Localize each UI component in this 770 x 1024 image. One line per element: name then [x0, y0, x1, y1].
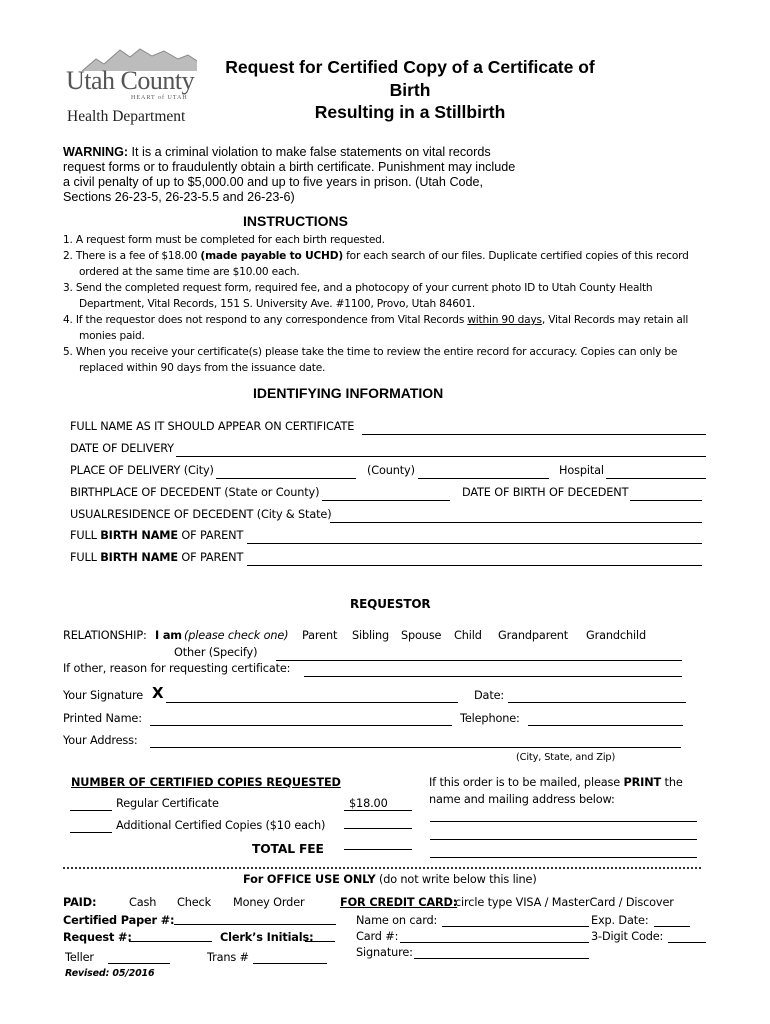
instruction-text: 4. If the requestor does not respond to any correspondence from Vital Records: [63, 314, 468, 326]
clerk-initials-field[interactable]: [305, 941, 335, 942]
paid-check[interactable]: Check: [177, 896, 212, 909]
mail-emphasis: PRINT: [623, 776, 662, 789]
request-number-label: Request #:: [63, 931, 132, 944]
option-parent[interactable]: Parent: [302, 629, 338, 642]
option-spouse[interactable]: Spouse: [401, 629, 442, 642]
credit-card-type[interactable]: circle type VISA / MasterCard / Discover: [455, 896, 674, 909]
relationship-label: RELATIONSHIP:: [63, 629, 147, 642]
parent-emphasis: BIRTH NAME: [100, 529, 178, 542]
instruction-text: for each search of our files. Duplicate certified copies of this record: [342, 250, 689, 262]
regular-fee-line: [344, 810, 412, 811]
residence-field[interactable]: [330, 522, 702, 523]
instruction-text: , Vital Records may retain all: [541, 314, 689, 326]
parent-text: OF PARENT: [177, 529, 244, 542]
instruction-emphasis: (made payable to UCHD): [200, 250, 343, 262]
address-label: Your Address:: [63, 734, 138, 747]
office-heading-bold: For OFFICE USE ONLY: [243, 873, 376, 886]
instruction-item-1: 1. A request form must be completed for each birth requested.: [63, 234, 385, 246]
office-heading-note: (do not write below this line): [375, 873, 537, 886]
reason-label: If other, reason for requesting certificate:: [63, 662, 291, 675]
instruction-item-2-cont: ordered at the same time are $10.00 each.: [79, 266, 300, 278]
card-number-label: Card #:: [356, 930, 399, 943]
exp-date-label: Exp. Date:: [591, 914, 649, 927]
cc-signature-label: Signature:: [356, 946, 413, 959]
signature-label: Your Signature: [63, 689, 144, 702]
title-line-1: Request for Certified Copy of a Certificate of: [225, 57, 595, 77]
instruction-item-3-cont: Department, Vital Records, 151 S. University Ave. #1100, Provo, Utah 84601.: [79, 298, 476, 310]
total-fee-label: TOTAL FEE: [252, 842, 324, 856]
hospital-field[interactable]: [606, 478, 706, 479]
option-child[interactable]: Child: [454, 629, 482, 642]
instructions-heading: INSTRUCTIONS: [243, 213, 348, 229]
instruction-item-4-cont: monies paid.: [79, 330, 145, 342]
identifying-heading: IDENTIFYING INFORMATION: [253, 385, 444, 401]
title-line-2: Birth: [389, 80, 431, 100]
parent-2-label: [70, 551, 243, 564]
cvv-field[interactable]: [668, 942, 706, 943]
parent-text: OF PARENT: [177, 551, 244, 564]
signature-x-mark: X: [152, 684, 164, 702]
logo-tagline: HEART of UTAH: [131, 95, 188, 101]
parent-1-label: [70, 529, 243, 542]
full-name-field[interactable]: [362, 434, 706, 435]
clerk-initials-label: Clerk’s Initials:: [220, 931, 314, 944]
regular-certificate-label: Regular Certificate: [116, 797, 219, 810]
option-grandparent[interactable]: Grandparent: [498, 629, 569, 642]
place-city-field[interactable]: [216, 478, 356, 479]
cvv-label: 3-Digit Code:: [591, 930, 664, 943]
total-fee-field[interactable]: [344, 849, 412, 850]
warning-label: WARNING:: [63, 145, 129, 159]
address-field[interactable]: [150, 747, 681, 748]
instruction-text: 2. There is a fee of $18.00: [63, 250, 201, 262]
dob-decedent-field[interactable]: [630, 500, 702, 501]
parent-2-field[interactable]: [247, 565, 702, 566]
paid-cash[interactable]: Cash: [129, 896, 157, 909]
mail-address-line-1[interactable]: [430, 821, 697, 822]
regular-copies-count-field[interactable]: [70, 810, 112, 811]
address-hint: (City, State, and Zip): [516, 752, 616, 763]
telephone-label: Telephone:: [460, 712, 520, 725]
residence-label: USUALRESIDENCE OF DECEDENT (City & State): [70, 508, 332, 521]
instruction-emphasis: within 90 days: [467, 314, 542, 326]
option-grandchild[interactable]: Grandchild: [586, 629, 646, 642]
other-specify-field[interactable]: [276, 660, 682, 661]
full-name-label: FULL NAME AS IT SHOULD APPEAR ON CERTIFICATE: [70, 420, 355, 433]
name-on-card-field[interactable]: [442, 926, 589, 927]
county-label: (County): [367, 464, 415, 477]
logo-department: Health Department: [67, 108, 186, 125]
check-one-label: (please check one): [184, 629, 289, 642]
paid-label: PAID:: [63, 896, 97, 909]
place-city-label: PLACE OF DELIVERY (City): [70, 464, 214, 477]
hospital-label: Hospital: [559, 464, 604, 477]
cert-paper-label: Certified Paper #:: [63, 914, 175, 927]
regular-fee-value: $18.00: [349, 797, 388, 810]
office-heading: [243, 873, 537, 886]
signature-field[interactable]: [166, 702, 458, 703]
name-on-card-label: Name on card:: [356, 914, 438, 927]
mail-text: the: [661, 776, 683, 789]
request-number-field[interactable]: [129, 941, 212, 942]
logo-county-name: Utah County: [66, 66, 195, 95]
cert-paper-field[interactable]: [174, 924, 336, 925]
warning-line-3: a civil penalty of up to $5,000.00 and up to five years in prison. (Utah Code,: [63, 175, 484, 189]
mail-address-line-2[interactable]: [430, 839, 697, 840]
date-field[interactable]: [508, 702, 686, 703]
additional-fee-field[interactable]: [344, 828, 412, 829]
credit-card-label: FOR CREDIT CARD:: [340, 896, 458, 909]
warning-line-4: Sections 26-23-5, 26-23-5.5 and 26-23-6): [63, 190, 295, 204]
teller-field[interactable]: [108, 963, 170, 964]
warning-line-1: [63, 145, 491, 161]
option-sibling[interactable]: Sibling: [352, 629, 390, 642]
parent-text: FULL: [70, 551, 101, 564]
parent-1-field[interactable]: [247, 543, 702, 544]
birthplace-field[interactable]: [322, 500, 450, 501]
requestor-heading: REQUESTOR: [350, 597, 431, 611]
warning-line-2: request forms or to fraudulently obtain a birth certificate. Punishment may include: [63, 160, 516, 174]
telephone-field[interactable]: [528, 725, 683, 726]
parent-emphasis: BIRTH NAME: [100, 551, 178, 564]
office-divider: [63, 867, 701, 869]
parent-text: FULL: [70, 529, 101, 542]
instruction-item-3: 3. Send the completed request form, required fee, and a photocopy of your current photo ID to Utah County Health: [63, 282, 653, 294]
mail-instruction-line-1: [429, 776, 683, 789]
additional-copies-label: Additional Certified Copies ($10 each): [116, 819, 326, 832]
cc-signature-field[interactable]: [414, 958, 589, 959]
title-line-3: Resulting in a Stillbirth: [314, 102, 506, 122]
i-am-label: I am: [155, 629, 182, 642]
instruction-item-5-cont: replaced within 90 days from the issuance date.: [79, 362, 326, 374]
instruction-item-4: [63, 313, 688, 329]
date-delivery-field[interactable]: [176, 456, 706, 457]
date-label: Date:: [474, 689, 505, 702]
printed-name-field[interactable]: [150, 725, 452, 726]
trans-field[interactable]: [253, 963, 327, 964]
warning-text: It is a criminal violation to make false statements on vital records: [128, 145, 491, 159]
copies-heading: NUMBER OF CERTIFIED COPIES REQUESTED: [71, 776, 341, 789]
additional-copies-count-field[interactable]: [70, 832, 112, 833]
mail-address-line-3[interactable]: [430, 857, 697, 858]
dob-decedent-label: DATE OF BIRTH OF DECEDENT: [462, 486, 629, 499]
paid-money-order[interactable]: Money Order: [233, 896, 305, 909]
county-field[interactable]: [418, 478, 549, 479]
mail-text: If this order is to be mailed, please: [429, 776, 624, 789]
revised-date: Revised: 05/2016: [65, 968, 155, 979]
card-number-field[interactable]: [400, 942, 589, 943]
birthplace-label: BIRTHPLACE OF DECEDENT (State or County): [70, 486, 320, 499]
reason-field[interactable]: [304, 676, 682, 677]
teller-label: Teller: [65, 951, 94, 964]
exp-date-field[interactable]: [654, 926, 690, 927]
trans-label: Trans #: [207, 951, 249, 964]
date-delivery-label: DATE OF DELIVERY: [70, 442, 174, 455]
instruction-item-5: 5. When you receive your certificate(s) please take the time to review the entire record for accuracy. Copies can only be: [63, 346, 678, 358]
instruction-item-2: [63, 249, 689, 265]
printed-name-label: Printed Name:: [63, 712, 142, 725]
mail-instruction-line-2: name and mailing address below:: [429, 793, 615, 806]
other-specify-label: Other (Specify): [174, 646, 258, 659]
